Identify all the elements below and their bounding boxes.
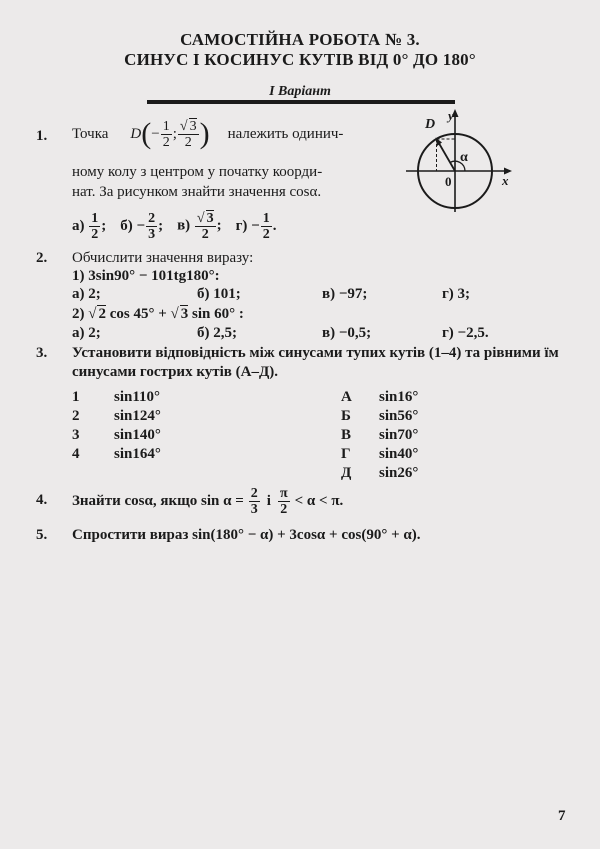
option-c (177, 210, 222, 242)
option-a-sep: ; (101, 217, 107, 234)
task-2-1-option-d: г) 3; (442, 286, 471, 302)
task-1-text-start: Точка (72, 125, 109, 142)
option-d-den: 2 (262, 226, 270, 242)
left-item-number: 3 (72, 427, 80, 443)
figure-point-d: D (425, 117, 436, 132)
x-denominator: 2 (162, 134, 170, 150)
option-c-den: 2 (201, 227, 209, 242)
task-1-options (72, 204, 276, 248)
option-d-sep: . (272, 217, 277, 234)
right-item-letter: А (341, 389, 352, 405)
task-1-line-2: ному колу з центром у початку коорди- (72, 164, 323, 180)
task-2-2-option-a: а) 2; (72, 325, 101, 341)
right-item-value: sin16° (379, 389, 419, 405)
list-item (72, 407, 161, 426)
task-2-sqrt-1: 2 (98, 306, 106, 322)
list-item (72, 426, 161, 445)
task-4-f2-num: π (279, 485, 288, 501)
y-coordinate-fraction (178, 118, 199, 150)
right-item-value: sin70° (379, 427, 419, 443)
task-2-1-option-b: б) 101; (197, 286, 241, 302)
task-3-number: 3. (36, 345, 48, 361)
title-line-1: САМОСТІЙНА РОБОТА № 3. (180, 30, 420, 49)
task-3-left-column (72, 388, 161, 464)
task-1-line-3: нат. За рисунком знайти значення cosα. (72, 184, 322, 200)
option-a-den: 2 (91, 226, 99, 242)
task-2-options-2 (72, 325, 512, 343)
option-b-sep: ; (158, 217, 164, 234)
list-item (341, 426, 418, 445)
left-item-number: 1 (72, 389, 80, 405)
task-4-connector: і (266, 492, 271, 509)
figure-y-label: y (448, 108, 454, 123)
task-2-1-option-a: а) 2; (72, 286, 101, 302)
option-d-label: г) (235, 217, 248, 234)
y-denominator: 2 (184, 135, 192, 150)
task-2-1-option-c: в) −97; (322, 286, 368, 302)
task-4-fraction-2 (278, 486, 290, 517)
left-item-value: sin124° (114, 408, 161, 424)
option-d-num: 1 (262, 210, 270, 226)
task-4-f1-den: 3 (250, 501, 258, 517)
right-item-value: sin26° (379, 465, 419, 481)
point-d-label: D (130, 125, 142, 142)
option-a-label: а) (72, 217, 85, 234)
option-b (120, 211, 163, 242)
task-2-expr-2-mid: cos 45° + (109, 306, 167, 322)
right-item-letter: В (341, 427, 352, 443)
option-c-sqrt-value: 3 (206, 211, 214, 226)
right-item-letter: Г (341, 446, 351, 462)
task-1-text-end: належить одинич- (227, 125, 344, 142)
right-item-value: sin40° (379, 446, 419, 462)
task-2-expr-2-end: sin 60° : (192, 306, 244, 322)
task-3-right-column (341, 388, 418, 483)
option-b-fraction (146, 211, 157, 242)
task-4-f2-den: 2 (280, 501, 288, 517)
variant-label: І Варіант (269, 84, 331, 99)
task-5-text: Спростити вираз sin(180° − α) + 3cosα + cos(90° + α). (72, 527, 421, 543)
option-b-den: 3 (148, 226, 156, 242)
option-c-fraction (195, 210, 216, 242)
task-2-2-option-b: б) 2,5; (197, 325, 237, 341)
task-1-number: 1. (36, 128, 48, 144)
task-2-2-option-d: г) −2,5. (442, 325, 489, 341)
task-4-start: Знайти cosα, якщо sin α = (72, 492, 244, 509)
figure-x-label: x (502, 173, 509, 188)
option-b-sign: − (136, 217, 146, 234)
option-a (72, 211, 106, 242)
figure-origin-label: 0 (445, 174, 452, 189)
option-d (236, 211, 277, 242)
task-2-expr-2: 2) √ 2 cos 45° + √ 3 sin 60° : (72, 306, 244, 322)
y-sqrt-value: 3 (189, 119, 197, 134)
task-2-number: 2. (36, 250, 48, 266)
list-item (72, 388, 161, 407)
page-number: 7 (558, 808, 566, 824)
open-paren: ( (141, 117, 152, 150)
task-4-fraction-1 (249, 486, 260, 517)
figure-angle-label: α (460, 150, 468, 165)
x-minus-sign: − (151, 125, 160, 142)
option-c-num: √ 3 (196, 211, 214, 226)
option-a-num: 1 (91, 210, 99, 226)
left-item-number: 2 (72, 408, 80, 424)
left-item-value: sin164° (114, 446, 161, 462)
option-b-num: 2 (148, 210, 156, 226)
list-item (72, 445, 161, 464)
task-4-line (72, 478, 343, 524)
task-4-end: < α < π. (294, 492, 344, 509)
right-item-value: sin56° (379, 408, 419, 424)
option-c-label: в) (177, 217, 191, 234)
coordinate-separator: ; (172, 125, 177, 142)
task-3-line-2: синусами гострих кутів (А–Д). (72, 364, 279, 380)
x-coordinate-fraction (161, 119, 172, 150)
option-c-sep: ; (216, 217, 222, 234)
option-b-label: б) (120, 217, 133, 234)
task-3-line-1: Установити відповідність між синусами тупих кутів (1–4) та рівними їм (72, 345, 559, 361)
list-item (341, 407, 418, 426)
right-item-letter: Д (341, 465, 352, 481)
task-2-sqrt-2: 3 (180, 306, 189, 322)
task-2-2-option-c: в) −0,5; (322, 325, 372, 341)
list-item (341, 445, 418, 464)
x-numerator: 1 (162, 118, 170, 134)
task-2-prompt: Обчислити значення виразу: (72, 250, 254, 266)
task-4-number: 4. (36, 492, 48, 508)
task-5-number: 5. (36, 527, 48, 543)
option-d-sign: − (251, 217, 260, 234)
unit-circle-figure (398, 104, 518, 214)
task-4-f1-num: 2 (250, 485, 258, 501)
list-item (341, 388, 418, 407)
close-paren: ) (199, 117, 210, 150)
y-numerator: √ 3 (179, 119, 197, 134)
task-2-expr-2-label: 2) (72, 306, 85, 322)
task-2-expr-1: 1) 3sin90° − 101tg180°: (72, 268, 220, 284)
right-item-letter: Б (341, 408, 351, 424)
title-line-2: СИНУС І КОСИНУС КУТІВ ВІД 0° ДО 180° (124, 50, 476, 69)
option-d-fraction (261, 211, 272, 242)
left-item-number: 4 (72, 446, 80, 462)
left-item-value: sin140° (114, 427, 161, 443)
list-item (341, 464, 418, 483)
left-item-value: sin110° (114, 389, 161, 405)
task-2-options-1 (72, 286, 492, 304)
option-a-fraction (89, 211, 100, 242)
task-1-line-1 (72, 112, 343, 156)
